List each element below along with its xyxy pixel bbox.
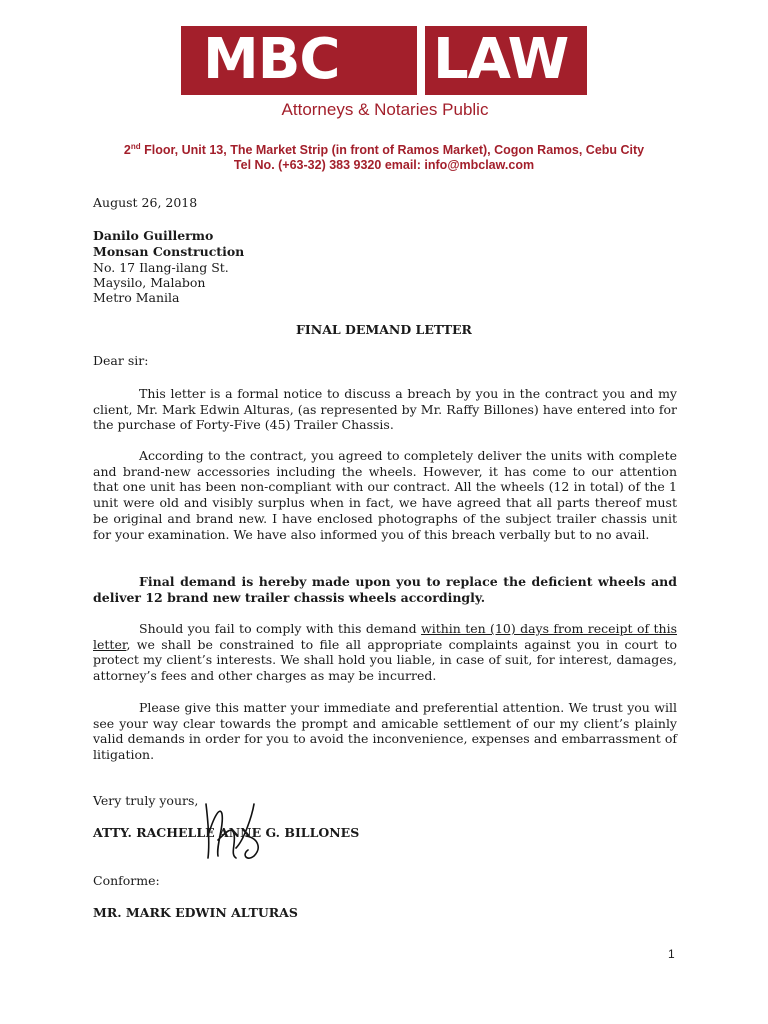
logo-subtitle: Attorneys & Notaries Public: [281, 100, 489, 119]
address-floor-number: 2: [123, 143, 131, 158]
paragraph-4-text-a: Should you fail to comply with this demand: [139, 621, 421, 636]
closing: Very truly yours,: [93, 793, 199, 808]
paragraph-2: [93, 448, 677, 542]
letter-date: August 26, 2018: [93, 195, 198, 210]
logo-text-mbc: MBC: [203, 27, 340, 92]
paragraph-5-text: Please give this matter your immediate and preferential attention. We trust you will see your way clear towards the prompt and amicable settlement of our my client’s plainly valid demands in order for you to avoid the inconvenience, expenses and embarrassment of litigation.: [93, 700, 677, 763]
address-floor-suffix: nd: [130, 142, 141, 151]
paragraph-3-demand: [93, 574, 677, 605]
paragraph-4: [93, 621, 677, 684]
address-text: Floor, Unit 13, The Market Strip (in front of Ramos Market), Cogon Ramos, Cebu City: [140, 143, 645, 158]
recipient-company: Monsan Construction: [93, 244, 245, 259]
recipient-address-line2: Maysilo, Malabon: [93, 275, 206, 290]
paragraph-5: [93, 700, 677, 763]
logo-text-law: LAW: [433, 27, 569, 92]
paragraph-4-deadline: within ten (10) days from receipt of this letter: [93, 621, 677, 652]
conforme-name: MR. MARK EDWIN ALTURAS: [93, 905, 298, 920]
logo-band: [181, 26, 589, 95]
letterhead-logo: [181, 26, 589, 126]
letterhead-contact: Tel No. (+63-32) 383 9320 email: info@mbclaw.com: [233, 158, 535, 172]
salutation: Dear sir:: [93, 353, 149, 368]
recipient-address-line3: Metro Manila: [93, 290, 180, 305]
page-number: 1: [668, 947, 675, 961]
signatory-name: ATTY. RACHELLE ANNE G. BILLONES: [93, 825, 360, 840]
conforme-label: Conforme:: [93, 873, 160, 888]
logo-separator: [417, 26, 425, 95]
recipient-address-line1: No. 17 Ilang-ilang St.: [93, 260, 229, 275]
paragraph-2-text: According to the contract, you agreed to completely deliver the units with complete and brand-new accessories including the wheels. However, it has come to our attention that one unit has been non-compliant with our contract. All the wheels (12 in total) of the 1 unit were old and visibly surplus when in fact, we have agreed that all parts thereof must be original and brand new. I have enclosed photographs of the subject trailer chassis unit for your examination. We have also informed you of this breach verbally but to no avail.: [93, 448, 677, 542]
letter-title: FINAL DEMAND LETTER: [296, 322, 472, 337]
recipient-name: Danilo Guillermo: [93, 228, 214, 243]
letterhead-address: [60, 142, 708, 157]
paragraph-3-text: Final demand is hereby made upon you to replace the deficient wheels and deliver 12 brand new trailer chassis wheels accordingly.: [93, 574, 677, 605]
paragraph-1: [93, 386, 677, 433]
paragraph-4-text-b: , we shall be constrained to file all appropriate complaints against you in court to protect my client’s interests. We shall hold you liable, in case of suit, for interest, damages, attorney’s fees and other charges as may be incurred.: [93, 636, 677, 684]
paragraph-1-text: This letter is a formal notice to discuss a breach by you in the contract you and my client, Mr. Mark Edwin Alturas, (as represented by Mr. Raffy Billones) have entered into for the purchase of Forty-Five (45) Trailer Chassis.: [93, 386, 677, 433]
